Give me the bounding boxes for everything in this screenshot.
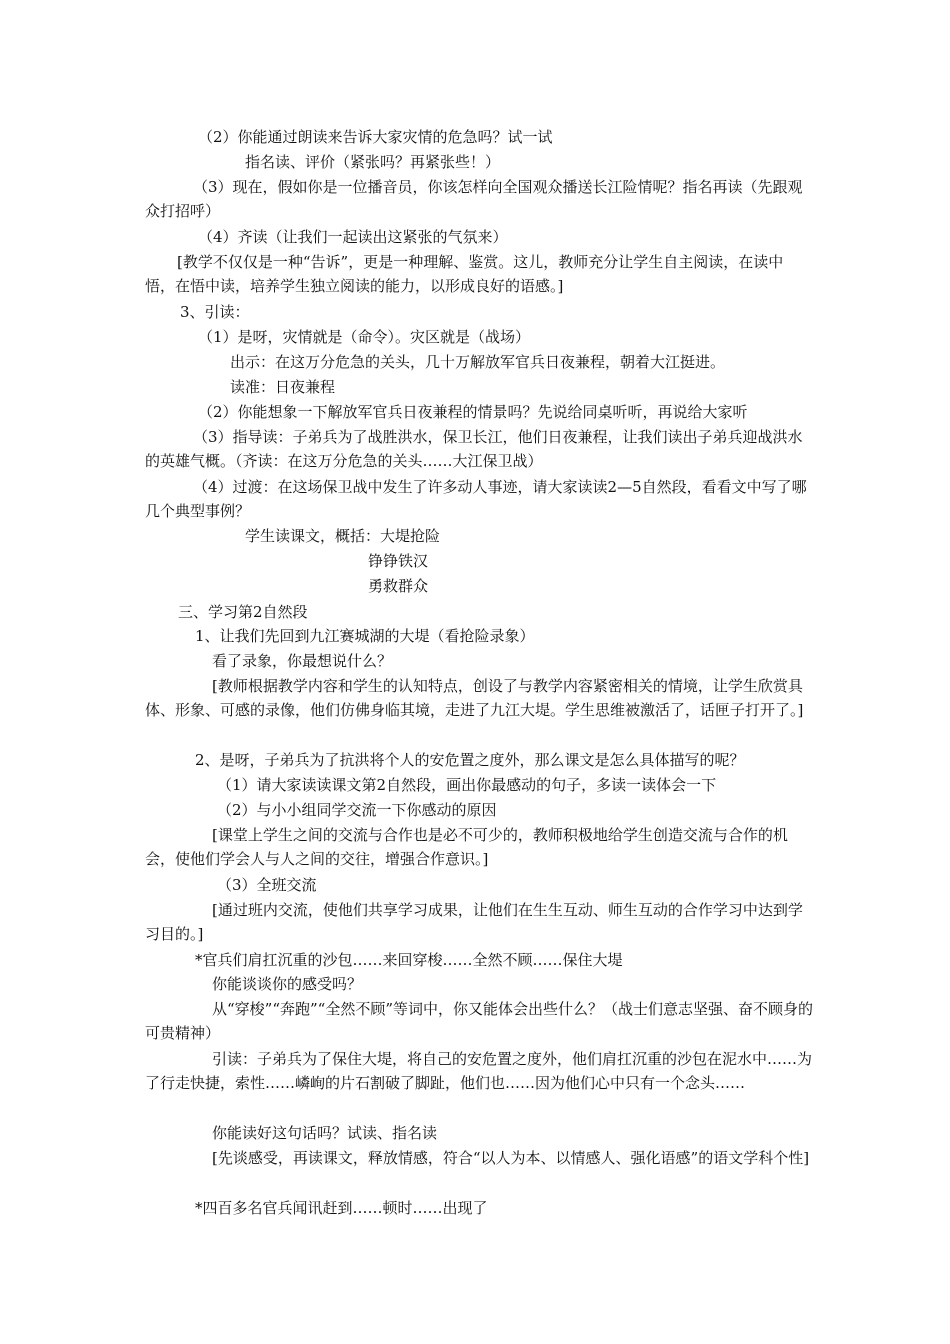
- text-line: 勇救群众: [368, 577, 429, 595]
- text-paragraph: （3）现在，假如你是一位播音员，你该怎样向全国观众播送长江险情呢？指名再读（先跟观众打招呼）: [145, 178, 803, 220]
- text-line: （2）你能通过朗读来告诉大家灾情的危急吗？试一试: [198, 128, 553, 146]
- text-paragraph: 从“穿梭”“奔跑”“全然不顾”等词中，你又能体会出些什么？（战士们意志坚强、奋不顾身的可贵精神）: [145, 1000, 814, 1042]
- text-paragraph: [教师根据教学内容和学生的认知特点，创设了与教学内容紧密相关的情境，让学生欣赏具体、形象、可感的录像，他们仿佛身临其境，走进了九江大堤。学生思维被激活了，话匣子打开了。]: [145, 677, 804, 719]
- text-paragraph: （4）过渡：在这场保卫战中发生了许多动人事迹，请大家读读2—5自然段，看看文中写了哪几个典型事例？: [145, 478, 807, 520]
- text-line: （2）与小小组同学交流一下你感动的原因: [217, 801, 497, 819]
- text-line: 3、引读：: [180, 303, 250, 321]
- text-paragraph: （3）指导读：子弟兵为了战胜洪水，保卫长江，他们日夜兼程，让我们读出子弟兵迎战洪水的英雄气概。（齐读：在这万分危急的关头……大江保卫战）: [145, 428, 803, 470]
- text-paragraph: [教学不仅仅是一种“告诉”，更是一种理解、鉴赏。这儿，教师充分让学生自主阅读，在读中悟，在悟中读，培养学生独立阅读的能力，以形成良好的语感。]: [145, 253, 784, 295]
- text-line: 出示：在这万分危急的关头，几十万解放军官兵日夜兼程，朝着大江挺进。: [230, 353, 726, 371]
- text-line: 你能读好这句话吗？试读、指名读: [212, 1124, 438, 1142]
- text-line: （1）是呀，灾情就是（命令）。灾区就是（战场）: [198, 328, 531, 346]
- text-line: （4）齐读（让我们一起读出这紧张的气氛来）: [198, 228, 508, 246]
- text-line: 读准：日夜兼程: [230, 378, 336, 396]
- text-paragraph: [通过班内交流，使他们共享学习成果，让他们在生生互动、师生互动的合作学习中达到学习目的。]: [145, 901, 803, 943]
- text-line: *四百多名官兵闻讯赶到……顿时……出现了: [195, 1199, 488, 1217]
- text-line: 1、让我们先回到九江赛城湖的大堤（看抢险录象）: [195, 627, 535, 645]
- text-line: （1）请大家读读课文第2自然段，画出你最感动的句子，多读一读体会一下: [217, 776, 717, 794]
- text-line: 铮铮铁汉: [368, 552, 429, 570]
- text-line: 指名读、评价（紧张吗？再紧张些！）: [245, 153, 501, 171]
- text-line: （2）你能想象一下解放军官兵日夜兼程的情景吗？先说给同桌听听，再说给大家听: [198, 403, 748, 421]
- text-line: （3）全班交流: [217, 876, 317, 894]
- text-line: 学生读课文，概括：大堤抢险: [245, 527, 441, 545]
- section-heading: 三、学习第2自然段: [178, 603, 308, 621]
- text-line: 你能谈谈你的感受吗？: [212, 975, 363, 993]
- text-paragraph: [课堂上学生之间的交流与合作也是必不可少的，教师积极地给学生创造交流与合作的机会，使他们学会人与人之间的交往，增强合作意识。]: [145, 826, 788, 868]
- text-line: 看了录象，你最想说什么？: [212, 652, 393, 670]
- text-line: 2、是呀，子弟兵为了抗洪将个人的安危置之度外，那么课文是怎么具体描写的呢？: [195, 751, 745, 769]
- text-paragraph: 引读：子弟兵为了保住大堤，将自己的安危置之度外，他们肩扛沉重的沙包在泥水中……为了行走快捷，索性……嶙峋的片石割破了脚趾，他们也……因为他们心中只有一个念头……: [145, 1050, 813, 1092]
- text-paragraph: [先谈感受，再读课文，释放情感，符合“以人为本、以情感人、强化语感”的语文学科个性]: [212, 1149, 810, 1167]
- text-line: *官兵们肩扛沉重的沙包……来回穿梭……全然不顾……保住大堤: [195, 951, 623, 969]
